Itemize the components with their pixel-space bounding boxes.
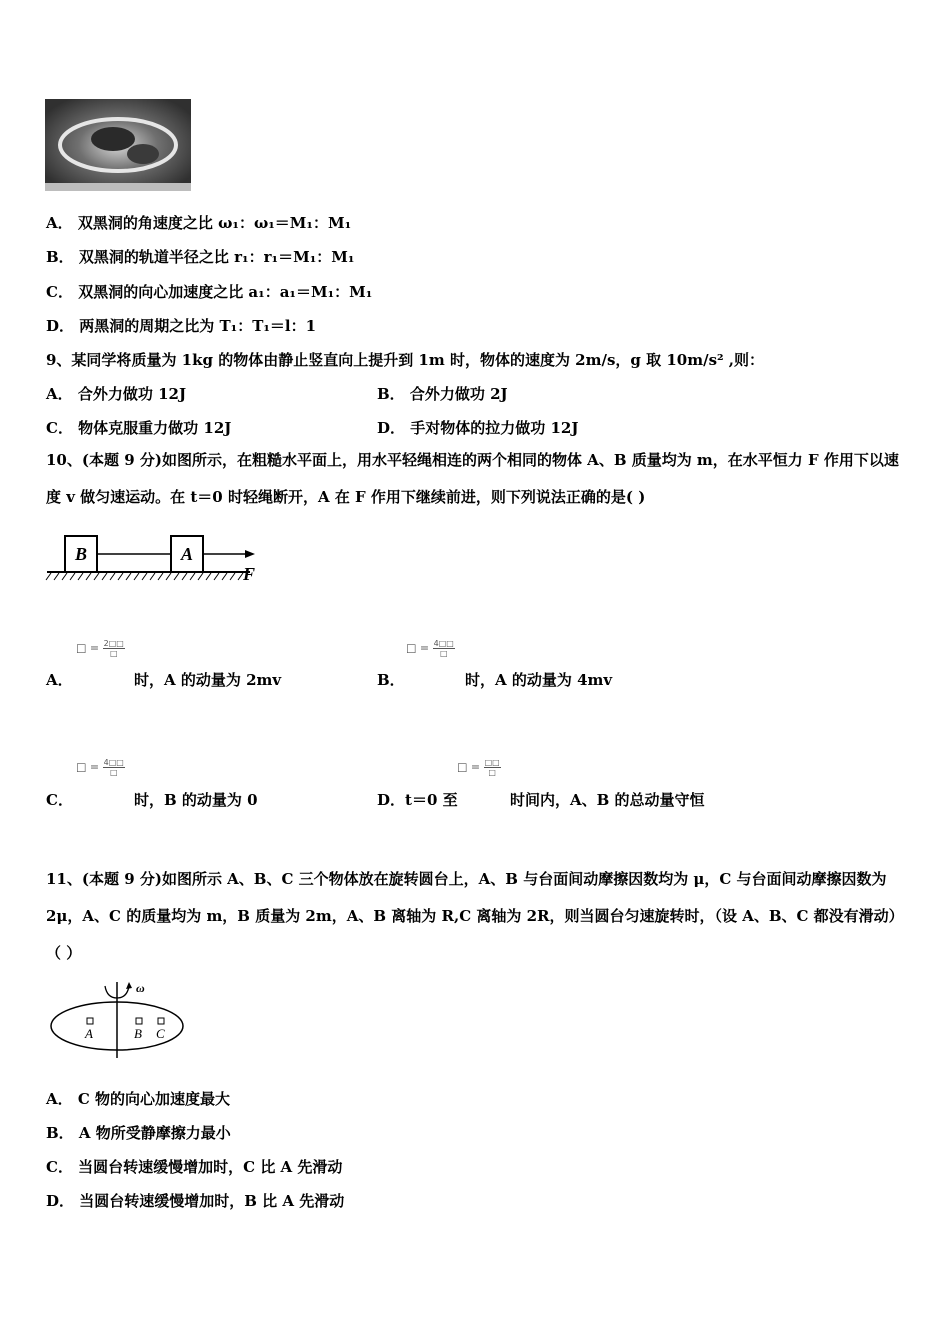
q8-option-b-text: 双黑洞的轨道半径之比 r₁：r₁＝M₁：M₁ (78, 248, 355, 266)
q11-option-b: B． A 物所受静摩擦力最小 (46, 1124, 231, 1142)
object-c-label: C (156, 1026, 165, 1041)
q10-option-c-text: 时，B 的动量为 0 (134, 791, 258, 809)
q11-option-c: C． 当圆台转速缓慢增加时，C 比 A 先滑动 (46, 1158, 343, 1176)
q10-option-a-text: 时，A 的动量为 2mv (134, 671, 282, 689)
block-a-label: A (180, 544, 194, 564)
q10-option-c-formula: □ = 4□□ □ (76, 758, 124, 777)
q9-option-a: A． 合外力做功 12J (46, 385, 187, 403)
q8-option-a: A． 双黑洞的角速度之比 ω₁：ω₁＝M₁：M₁ (46, 214, 352, 232)
block-b-label: B (74, 544, 88, 564)
q10-option-d: D．t＝0 至 (377, 791, 458, 809)
object-b (136, 1018, 142, 1024)
q11-turntable-figure (45, 980, 190, 1062)
q9-stem: 9、某同学将质量为 1kg 的物体由静止竖直向上提升到 1m 时，物体的速度为 2m/s，g 取 10m/s² ,则： (46, 351, 765, 369)
q8-option-c: C． 双黑洞的向心加速度之比 a₁：a₁＝M₁：M₁ (46, 283, 373, 301)
q8-option-b: B． 双黑洞的轨道半径之比 r₁：r₁＝M₁：M₁ (46, 248, 355, 266)
force-arrow-icon (245, 550, 255, 558)
force-label: F (243, 564, 256, 584)
black-hole-photo (45, 99, 191, 191)
object-b-label: B (134, 1026, 142, 1041)
q10-option-b: B． (377, 671, 405, 689)
q11-option-d: D． 当圆台转速缓慢增加时，B 比 A 先滑动 (46, 1192, 345, 1210)
omega-label: ω (136, 981, 145, 995)
object-a (87, 1018, 93, 1024)
q8-option-d: D． 两黑洞的周期之比为 T₁：T₁＝l：1 (46, 317, 317, 335)
q8-option-c-text: 双黑洞的向心加速度之比 a₁：a₁＝M₁：M₁ (78, 283, 373, 301)
q10-option-d-text: 时间内，A、B 的总动量守恒 (510, 791, 705, 809)
q9-option-c: C． 物体克服重力做功 12J (46, 419, 232, 437)
q10-blocks-figure (45, 518, 260, 586)
q8-option-d-text: 两黑洞的周期之比为 T₁：T₁＝l：1 (79, 317, 317, 335)
q9-option-d: D． 手对物体的拉力做功 12J (377, 419, 579, 437)
object-a-label: A (85, 1026, 93, 1041)
q8-option-a-text: 双黑洞的角速度之比 ω₁：ω₁＝M₁：M₁ (77, 214, 352, 232)
q10-option-a-formula: □ = 2□□ □ (76, 639, 124, 658)
q10-option-a: A． (46, 671, 73, 689)
q10-option-b-formula: □ = 4□□ □ (406, 639, 454, 658)
q11-option-a: A． C 物的向心加速度最大 (46, 1090, 231, 1108)
q9-option-b: B． 合外力做功 2J (377, 385, 508, 403)
q10-option-c: C． (46, 791, 73, 809)
q10-stem: 10、(本题 9 分)如图所示，在粗糙水平面上，用水平轻绳相连的两个相同的物体 A、B 质量均为 m，在水平恒力 F 作用下以速度 v 做匀速运动。在 t＝0 时轻绳断开，A 在 F 作用下继续前进，则下列说法正确的是( ) (46, 451, 899, 506)
q10-option-b-text: 时，A 的动量为 4mv (465, 671, 613, 689)
q11-stem: 11、(本题 9 分)如图所示 A、B、C 三个物体放在旋转圆台上，A、B 与台面间动摩擦因数均为 μ，C 与台面间动摩擦因数为 2μ，A、C 的质量均为 m，B 质量为 2m，A、B 离轴为 R,C 离轴为 2R，则当圆台匀速旋转时，（设 A、B、C 都没有滑动）（ ） (46, 870, 904, 962)
object-c (158, 1018, 164, 1024)
q10-option-d-formula: □ = □□ □ (457, 758, 500, 777)
